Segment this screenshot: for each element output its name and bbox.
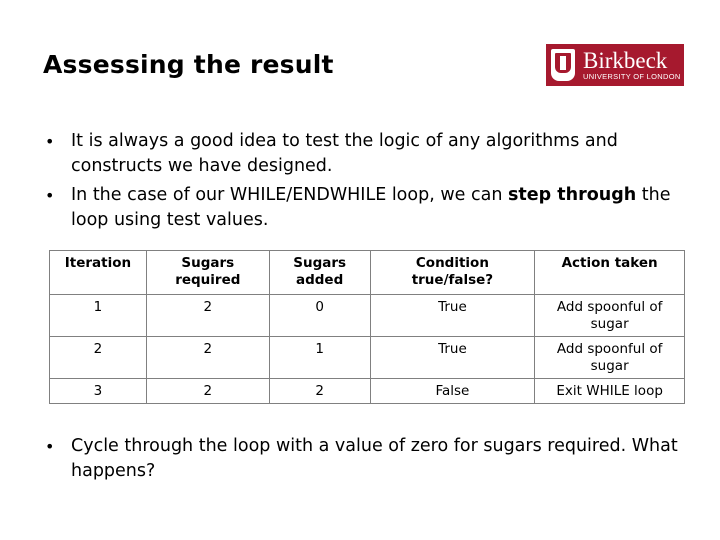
- cell-iteration: 3: [50, 379, 147, 404]
- cell-condition: True: [370, 337, 535, 379]
- cell-iteration: 2: [50, 337, 147, 379]
- table-row: [50, 379, 685, 404]
- test-values-table: [49, 250, 685, 404]
- header-sugars-added: Sugars added: [269, 251, 370, 295]
- birkbeck-logo: [546, 44, 684, 86]
- cell-sugars-required: 2: [146, 337, 269, 379]
- bullet-item: [44, 434, 684, 484]
- bullet-text-before: In the case of our WHILE/ENDWHILE loop, we can: [71, 185, 508, 205]
- table-row: [50, 337, 685, 379]
- bullet-text: It is always a good idea to test the logic of any algorithms and constructs we have designed.: [71, 131, 618, 176]
- logo-text: [583, 49, 681, 81]
- header-action-taken: Action taken: [535, 251, 685, 295]
- bullet-icon: •: [45, 186, 55, 205]
- cell-iteration: 1: [50, 295, 147, 337]
- table-row: [50, 295, 685, 337]
- cell-condition: True: [370, 295, 535, 337]
- logo-subtitle: UNIVERSITY OF LONDON: [583, 72, 681, 82]
- bottom-bullet-list: [44, 434, 684, 488]
- bullet-text-bold: step through: [507, 185, 637, 205]
- cell-sugars-added: 0: [269, 295, 370, 337]
- bullet-text-after: the loop using test values.: [71, 185, 671, 230]
- cell-action: Add spoonful of sugar: [535, 295, 685, 337]
- bullet-text: Cycle through the loop with a value of zero for sugars required. What happens?: [71, 436, 678, 481]
- bullet-item: [44, 129, 684, 179]
- bullet-icon: •: [45, 132, 55, 151]
- cell-sugars-required: 2: [146, 379, 269, 404]
- bullet-item: [44, 183, 684, 233]
- page-title: Assessing the result: [43, 50, 334, 79]
- cell-action: Exit WHILE loop: [535, 379, 685, 404]
- cell-sugars-required: 2: [146, 295, 269, 337]
- header-condition: Condition true/false?: [370, 251, 535, 295]
- header-iteration: Iteration: [50, 251, 147, 295]
- cell-sugars-added: 1: [269, 337, 370, 379]
- top-bullet-list: [44, 129, 684, 237]
- table-header-row: [50, 251, 685, 295]
- header-sugars-required: Sugars required: [146, 251, 269, 295]
- logo-name: Birkbeck: [583, 48, 668, 74]
- bullet-icon: •: [45, 437, 55, 456]
- cell-action: Add spoonful of sugar: [535, 337, 685, 379]
- cell-condition: False: [370, 379, 535, 404]
- cell-sugars-added: 2: [269, 379, 370, 404]
- crest-icon: [551, 49, 575, 81]
